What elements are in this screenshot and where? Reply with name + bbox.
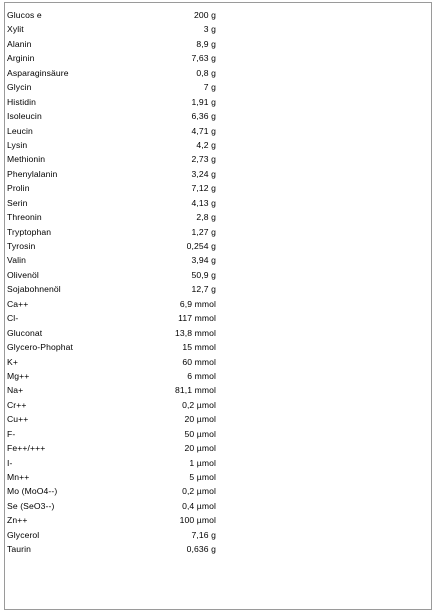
document-page <box>4 2 432 610</box>
ingredient-row <box>7 441 227 455</box>
ingredient-amount: 3 g <box>203 24 216 35</box>
ingredient-row <box>7 470 227 484</box>
ingredient-amount: 0,254 g <box>186 241 216 251</box>
ingredient-name: Methionin <box>7 154 46 165</box>
ingredient-amount: 15 mmol <box>182 342 216 353</box>
ingredient-row <box>7 196 227 210</box>
ingredient-name: Gluconat <box>7 327 43 338</box>
ingredient-name: Glycerol <box>7 529 40 540</box>
ingredient-amount: 4,13 g <box>191 197 216 208</box>
ingredient-amount: 50,9 g <box>191 269 216 280</box>
ingredient-row <box>7 484 227 498</box>
ingredient-name: Serin <box>7 197 28 208</box>
ingredient-amount: 13,8 mmol <box>174 327 216 338</box>
ingredient-name: Ca++ <box>7 298 29 309</box>
ingredient-amount: 50 µmol <box>184 428 216 439</box>
ingredient-row <box>7 239 227 253</box>
ingredient-row <box>7 80 227 94</box>
ingredient-name: Prolin <box>7 183 30 194</box>
ingredient-row <box>7 109 227 123</box>
ingredient-amount: 2,8 g <box>196 212 216 223</box>
ingredient-amount: 20 µmol <box>184 414 216 425</box>
ingredient-name: Mn++ <box>7 472 30 482</box>
ingredient-name: Phenylalanin <box>7 168 58 179</box>
ingredient-name: Leucin <box>7 125 33 136</box>
ingredient-name: Cu++ <box>7 414 29 425</box>
ingredient-row <box>7 138 227 152</box>
ingredient-name: Arginin <box>7 53 35 64</box>
ingredient-row <box>7 37 227 51</box>
ingredient-amount: 6,9 mmol <box>179 298 216 309</box>
ingredient-name: Na+ <box>7 385 24 396</box>
ingredient-name: Fe++/+++ <box>7 443 46 454</box>
ingredient-row <box>7 297 227 311</box>
ingredient-name: Glucos e <box>7 10 42 20</box>
ingredient-row <box>7 383 227 397</box>
ingredient-row <box>7 311 227 325</box>
ingredient-amount: 7 g <box>203 82 216 93</box>
ingredient-name: Glycin <box>7 82 32 93</box>
ingredient-row <box>7 22 227 36</box>
ingredient-list <box>7 8 227 557</box>
ingredient-name: Threonin <box>7 212 42 223</box>
ingredient-amount: 3,94 g <box>191 255 216 266</box>
ingredient-row <box>7 513 227 527</box>
ingredient-name: Mo (MoO4--) <box>7 486 58 497</box>
ingredient-row <box>7 210 227 224</box>
ingredient-name: Mg++ <box>7 370 30 381</box>
ingredient-amount: 0,636 g <box>186 544 216 555</box>
ingredient-name: Cr++ <box>7 399 27 410</box>
ingredient-row <box>7 355 227 369</box>
ingredient-row <box>7 326 227 340</box>
ingredient-amount: 1 µmol <box>189 457 216 468</box>
ingredient-row <box>7 8 227 22</box>
ingredient-amount: 60 mmol <box>182 356 216 367</box>
ingredient-row <box>7 225 227 239</box>
ingredient-name: Cl- <box>7 313 19 324</box>
ingredient-row <box>7 528 227 542</box>
ingredient-amount: 0,4 µmol <box>182 500 216 511</box>
ingredient-amount: 6 mmol <box>187 370 216 381</box>
ingredient-amount: 117 mmol <box>178 313 216 324</box>
ingredient-amount: 81,1 mmol <box>174 385 216 396</box>
ingredient-name: Taurin <box>7 544 32 555</box>
ingredient-row <box>7 427 227 441</box>
ingredient-row <box>7 167 227 181</box>
ingredient-amount: 8,9 g <box>196 38 216 49</box>
ingredient-amount: 7,63 g <box>191 53 216 64</box>
ingredient-name: Se (SeO3--) <box>7 500 55 511</box>
ingredient-row <box>7 124 227 138</box>
ingredient-name: K+ <box>7 356 18 367</box>
ingredient-name: Glycero-Phophat <box>7 342 73 353</box>
ingredient-row <box>7 499 227 513</box>
ingredient-amount: 7,16 g <box>191 529 216 540</box>
ingredient-name: Zn++ <box>7 515 28 526</box>
ingredient-amount: 7,12 g <box>191 183 216 194</box>
ingredient-amount: 12,7 g <box>191 284 216 295</box>
ingredient-amount: 0,8 g <box>196 67 216 78</box>
ingredient-name: Asparaginsäure <box>7 67 69 78</box>
ingredient-name: Sojabohnenöl <box>7 284 61 295</box>
ingredient-amount: 1,27 g <box>191 226 216 237</box>
ingredient-amount: 2,73 g <box>191 154 216 165</box>
ingredient-name: Histidin <box>7 96 36 107</box>
ingredient-amount: 5 µmol <box>189 472 216 482</box>
ingredient-name: Tryptophan <box>7 226 52 237</box>
ingredient-name: Tyrosin <box>7 241 36 251</box>
ingredient-name: Lysin <box>7 139 28 150</box>
ingredient-row <box>7 268 227 282</box>
ingredient-amount: 0,2 µmol <box>182 399 216 410</box>
ingredient-name: F- <box>7 428 16 439</box>
ingredient-row <box>7 152 227 166</box>
ingredient-row <box>7 412 227 426</box>
ingredient-name: Isoleucin <box>7 111 42 122</box>
ingredient-amount: 3,24 g <box>191 168 216 179</box>
ingredient-row <box>7 51 227 65</box>
ingredient-row <box>7 369 227 383</box>
ingredient-amount: 6,36 g <box>191 111 216 122</box>
ingredient-row <box>7 66 227 80</box>
ingredient-name: Xylit <box>7 24 24 35</box>
ingredient-amount: 100 µmol <box>179 515 216 526</box>
ingredient-amount: 4,71 g <box>191 125 216 136</box>
ingredient-row <box>7 542 227 556</box>
ingredient-row <box>7 340 227 354</box>
ingredient-row <box>7 253 227 267</box>
ingredient-row <box>7 282 227 296</box>
ingredient-name: I- <box>7 457 13 468</box>
ingredient-row <box>7 456 227 470</box>
ingredient-row <box>7 398 227 412</box>
ingredient-row <box>7 95 227 109</box>
ingredient-amount: 0,2 µmol <box>182 486 216 497</box>
ingredient-name: Valin <box>7 255 26 266</box>
ingredient-row <box>7 181 227 195</box>
ingredient-amount: 20 µmol <box>184 443 216 454</box>
ingredient-amount: 200 g <box>193 10 216 20</box>
ingredient-name: Alanin <box>7 38 32 49</box>
ingredient-amount: 1,91 g <box>191 96 216 107</box>
ingredient-name: Olivenöl <box>7 269 39 280</box>
ingredient-amount: 4,2 g <box>196 139 216 150</box>
